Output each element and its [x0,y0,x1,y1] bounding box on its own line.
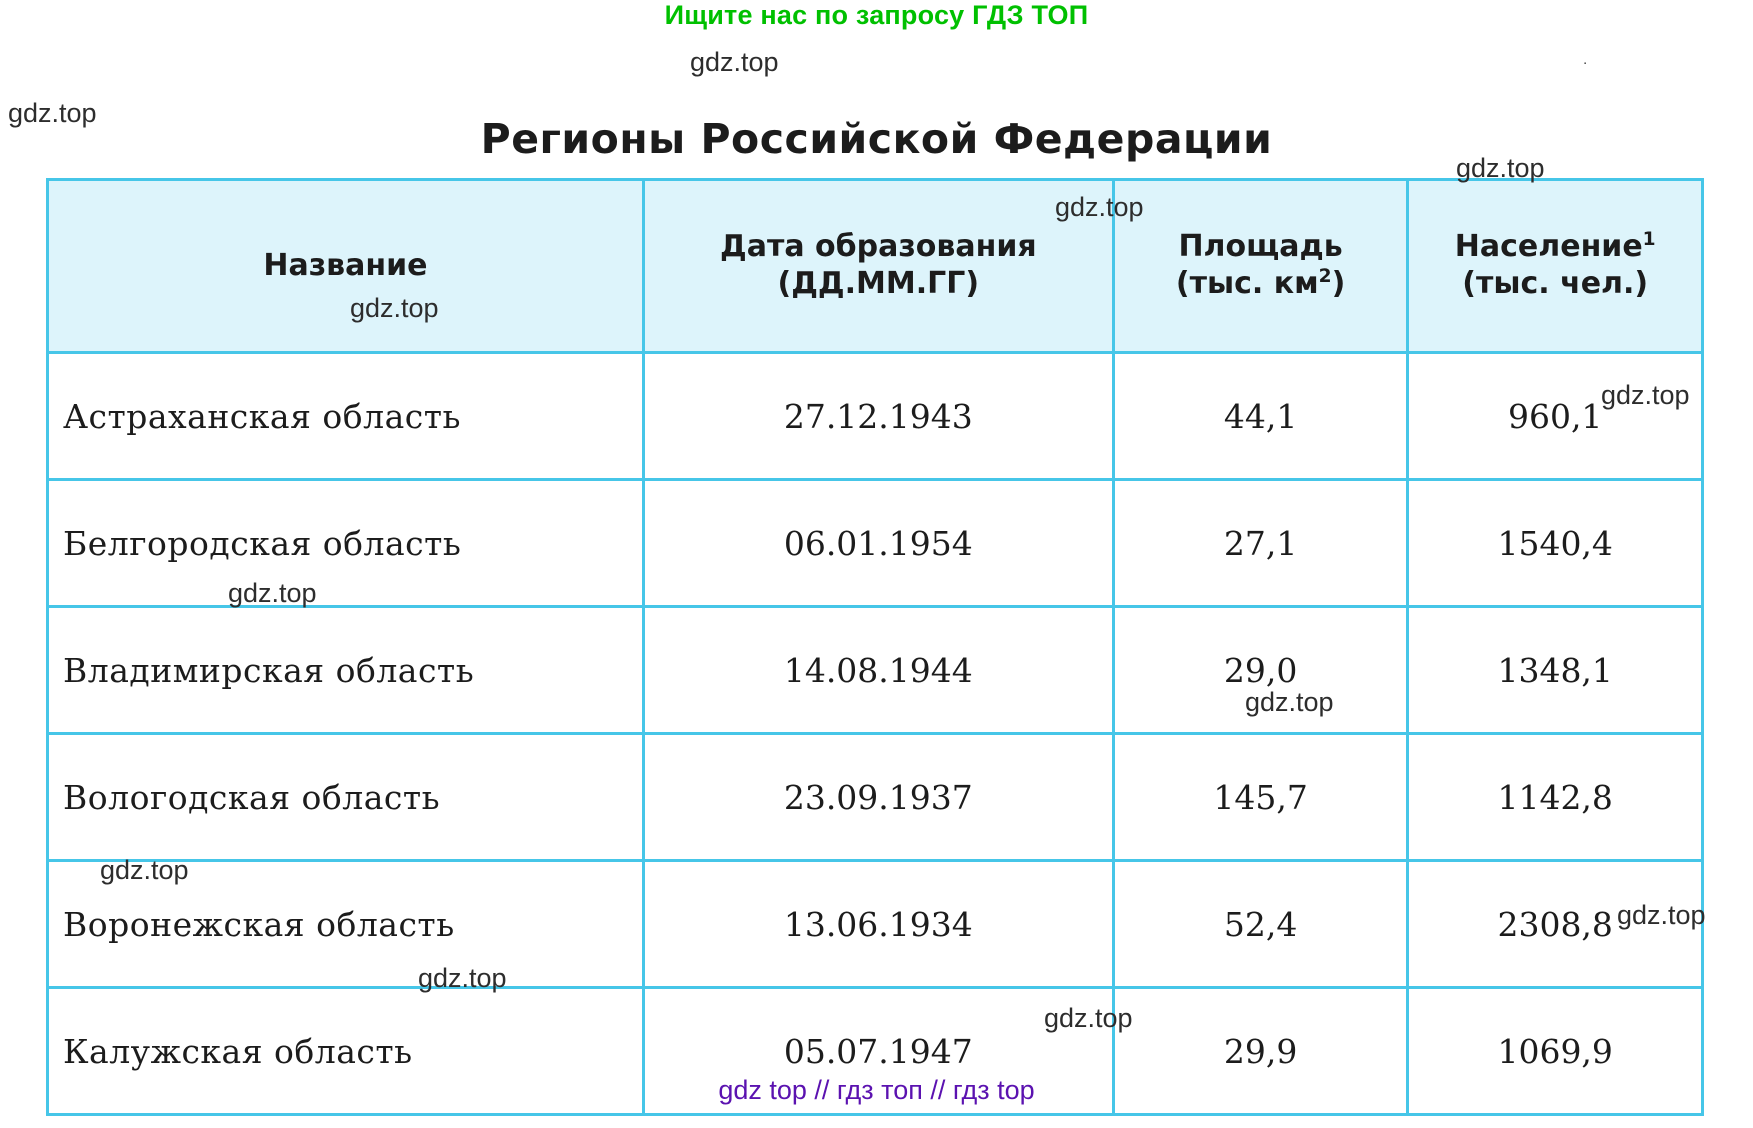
cell-region-area: 29,0 [1113,607,1408,734]
cell-region-population: 2308,8 [1408,861,1703,988]
table-row [48,734,1703,861]
column-header-area-line1: Площадь [1178,229,1343,265]
column-header-name [48,180,644,353]
cell-region-area: 27,1 [1113,480,1408,607]
table-header-row [48,180,1703,353]
cell-region-date: 05.07.1947 [643,988,1113,1115]
footer-links: gdz top // гдз топ // гдз top [718,1075,1035,1105]
table-row [48,861,1703,988]
cell-region-name: Воронежская область [48,861,644,988]
cell-region-area: 29,9 [1113,988,1408,1115]
watermark: gdz.top [1601,380,1690,410]
cell-region-date: 06.01.1954 [643,480,1113,607]
column-header-population-label: Население [1454,229,1643,265]
table-head [48,180,1703,353]
column-header-population-line2: (тыс. чел.) [1462,266,1649,301]
promo-banner: Ищите нас по запросу ГДЗ ТОП [664,0,1089,30]
column-header-date [643,180,1113,353]
watermark: gdz.top [1044,1003,1133,1033]
cell-region-date: 14.08.1944 [643,607,1113,734]
cell-region-name: Астраханская область [48,353,644,480]
column-header-name-label: Название [263,247,428,283]
cell-region-area: 145,7 [1113,734,1408,861]
column-header-date-line1: Дата образования [720,229,1037,265]
cell-region-date: 27.12.1943 [643,353,1113,480]
cell-region-name: Вологодская область [48,734,644,861]
column-header-population-line1 [1417,229,1693,266]
watermark: gdz.top [1055,192,1144,222]
column-header-area [1113,180,1408,353]
page-tick-mark: ˙ [1583,60,1589,80]
column-header-population-footnote: 1 [1642,229,1656,251]
column-header-area-line2 [1123,266,1399,303]
cell-region-date: 13.06.1934 [643,861,1113,988]
column-header-area-unit-post: ) [1331,266,1346,301]
cell-region-population: 1069,9 [1408,988,1703,1115]
cell-region-population: 1540,4 [1408,480,1703,607]
table-body [48,353,1703,1115]
watermark: gdz.top [1456,153,1545,183]
regions-table-container [46,178,1704,1116]
column-header-date-line2: (ДД.ММ.ГГ) [777,266,980,301]
cell-region-name: Белгородская область [48,480,644,607]
page-title: Регионы Российской Федерации [480,115,1273,164]
watermark: gdz.top [350,293,439,323]
cell-region-population: 1348,1 [1408,607,1703,734]
watermark: gdz.top [8,98,97,128]
watermark: gdz.top [1245,687,1334,717]
cell-region-name: Владимирская область [48,607,644,734]
watermark: gdz.top [100,855,189,885]
column-header-population [1408,180,1703,353]
column-header-area-unit-pre: (тыс. км [1175,266,1319,301]
table-row [48,480,1703,607]
table-row [48,607,1703,734]
column-header-area-unit-sup: 2 [1318,266,1332,287]
watermark: gdz.top [1617,900,1706,930]
cell-region-area: 44,1 [1113,353,1408,480]
cell-region-population: 960,1 [1408,353,1703,480]
cell-region-name: Калужская область [48,988,644,1115]
watermark: gdz.top [690,47,779,77]
table-row [48,353,1703,480]
cell-region-date: 23.09.1937 [643,734,1113,861]
cell-region-population: 1142,8 [1408,734,1703,861]
watermark: gdz.top [228,578,317,608]
regions-table [46,178,1704,1116]
watermark: gdz.top [418,963,507,993]
cell-region-area: 52,4 [1113,861,1408,988]
